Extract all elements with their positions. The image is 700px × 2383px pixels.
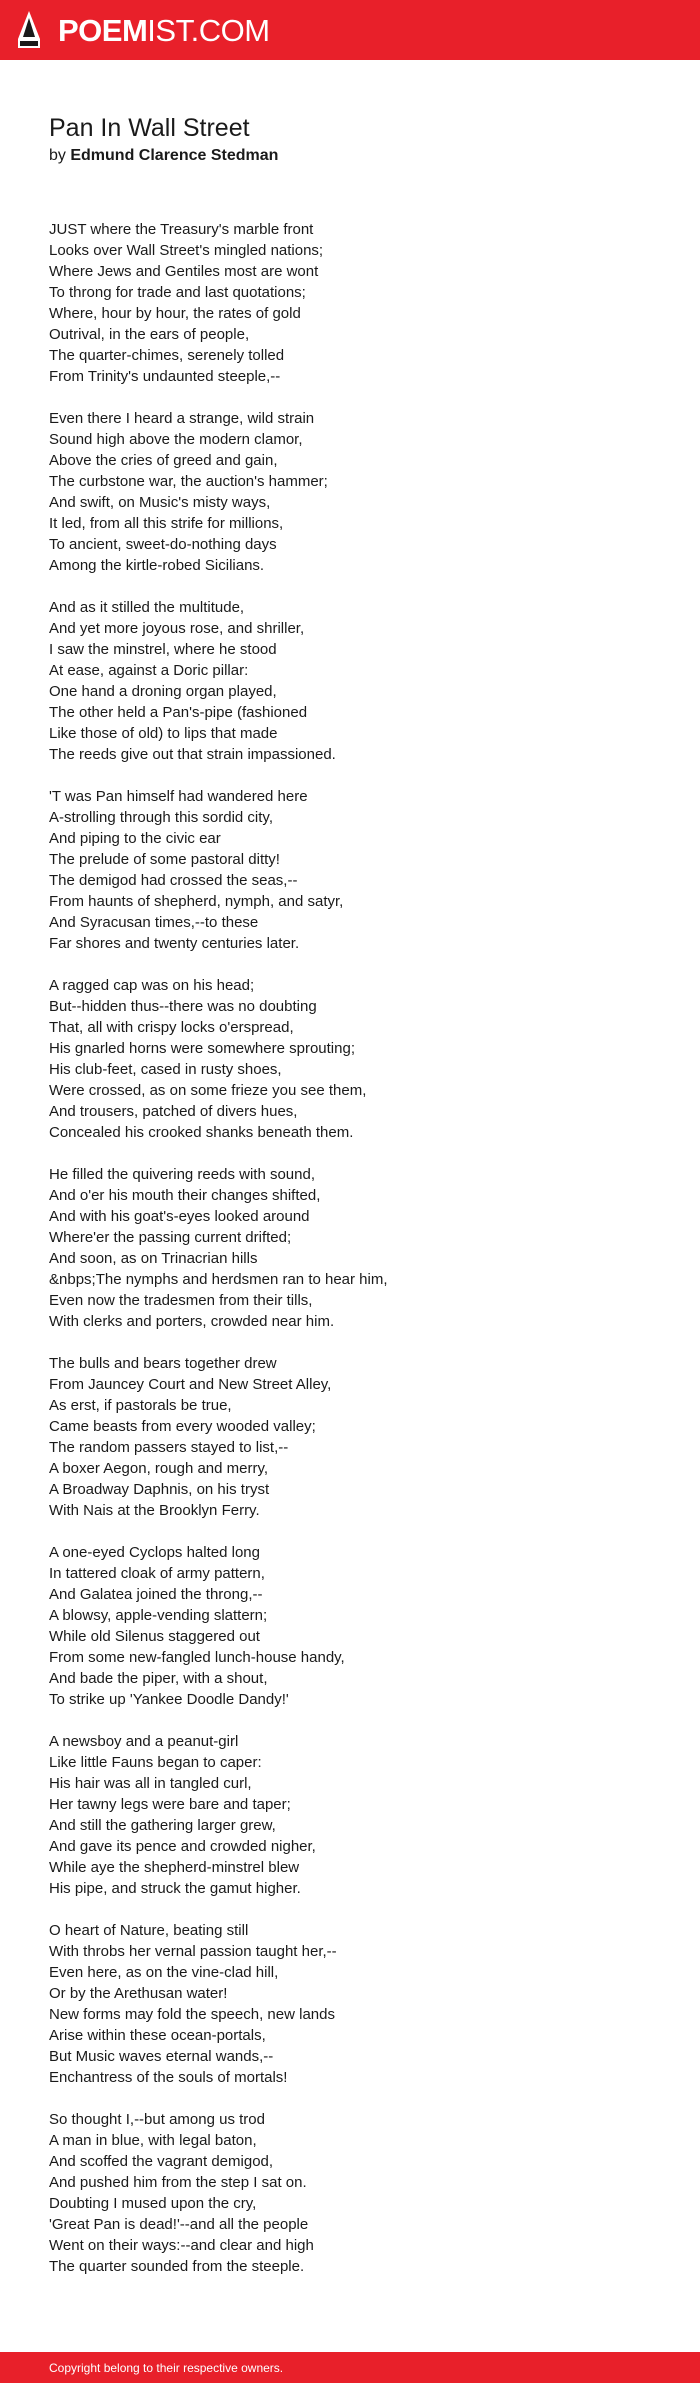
- copyright-notice: Copyright belong to their respective owners.: [49, 2361, 284, 2375]
- stanza: [49, 1542, 669, 1710]
- poem-line: The bulls and bears together drew: [49, 1355, 277, 1372]
- poem-line: A one-eyed Cyclops halted long: [49, 1544, 260, 1561]
- poem-line: One hand a droning organ played,: [49, 683, 277, 700]
- poem-line: It led, from all this strife for millions,: [49, 515, 284, 532]
- byline: [49, 147, 278, 165]
- poem-line: &nbps;The nymphs and herdsmen ran to hear him,: [49, 1271, 388, 1288]
- poem-line: A ragged cap was on his head;: [49, 977, 255, 994]
- poem-line: Above the cries of greed and gain,: [49, 452, 278, 469]
- stanza: [49, 597, 669, 765]
- poem-line: The quarter-chimes, serenely tolled: [49, 347, 285, 364]
- logo-wordmark-bold: POEM: [58, 12, 148, 48]
- poem-line: And soon, as on Trinacrian hills: [49, 1250, 258, 1267]
- site-logo[interactable]: [16, 8, 270, 52]
- poem-line: Where'er the passing current drifted;: [49, 1229, 292, 1246]
- poem-line: A Broadway Daphnis, on his tryst: [49, 1481, 270, 1498]
- poem-line: His hair was all in tangled curl,: [49, 1775, 252, 1792]
- poem-line: Like those of old) to lips that made: [49, 725, 278, 742]
- poem-line: O heart of Nature, beating still: [49, 1922, 249, 1939]
- poem-line: His gnarled horns were somewhere sprouting;: [49, 1040, 355, 1057]
- poem-line: A blowsy, apple-vending slattern;: [49, 1607, 268, 1624]
- stanza: [49, 408, 669, 576]
- poem-line: His club-feet, cased in rusty shoes,: [49, 1061, 282, 1078]
- poem-line: To ancient, sweet-do-nothing days: [49, 536, 277, 553]
- stanza: [49, 2109, 669, 2277]
- stanza: [49, 1731, 669, 1899]
- poem-line: And trousers, patched of divers hues,: [49, 1103, 298, 1120]
- poem-line: As erst, if pastorals be true,: [49, 1397, 232, 1414]
- poem-line: A man in blue, with legal baton,: [49, 2132, 257, 2149]
- poem-line: The other held a Pan's-pipe (fashioned: [49, 704, 308, 721]
- poem-line: And Galatea joined the throng,--: [49, 1586, 263, 1603]
- poem-line: With Nais at the Brooklyn Ferry.: [49, 1502, 260, 1519]
- site-footer: [0, 2352, 700, 2383]
- poem-line: Came beasts from every wooded valley;: [49, 1418, 316, 1435]
- poem-line: From some new-fangled lunch-house handy,: [49, 1649, 345, 1666]
- poem-line: Were crossed, as on some frieze you see them,: [49, 1082, 367, 1099]
- poem-line: Or by the Arethusan water!: [49, 1985, 228, 2002]
- poem-line: Where, hour by hour, the rates of gold: [49, 305, 301, 322]
- poem-line: A boxer Aegon, rough and merry,: [49, 1460, 269, 1477]
- logo-wordmark-light: IST.COM: [147, 12, 270, 48]
- poem-line: Looks over Wall Street's mingled nations;: [49, 242, 324, 259]
- poem-line: I saw the minstrel, where he stood: [49, 641, 277, 658]
- poem-line: And gave its pence and crowded nigher,: [49, 1838, 316, 1855]
- poem-line: Her tawny legs were bare and taper;: [49, 1796, 291, 1813]
- stanza: [49, 786, 669, 954]
- poem-line: Concealed his crooked shanks beneath them.: [49, 1124, 354, 1141]
- poem-line: Outrival, in the ears of people,: [49, 326, 250, 343]
- poem-line: Sound high above the modern clamor,: [49, 431, 303, 448]
- poem-line: From Trinity's undaunted steeple,--: [49, 368, 281, 385]
- poem-line: From haunts of shepherd, nymph, and satyr,: [49, 893, 344, 910]
- stanza: [49, 1164, 669, 1332]
- poem-line: Enchantress of the souls of mortals!: [49, 2069, 288, 2086]
- poem-line: Even there I heard a strange, wild strain: [49, 410, 315, 427]
- poem-line: With throbs her vernal passion taught her,--: [49, 1943, 337, 1960]
- poem-line: To strike up 'Yankee Doodle Dandy!': [49, 1691, 289, 1708]
- poem-line: Like little Fauns began to caper:: [49, 1754, 262, 1771]
- by-label: by: [49, 147, 66, 164]
- poem-line: Doubting I mused upon the cry,: [49, 2195, 257, 2212]
- poem-line: So thought I,--but among us trod: [49, 2111, 265, 2128]
- author-name: Edmund Clarence Stedman: [70, 147, 279, 164]
- poem-line: And with his goat's-eyes looked around: [49, 1208, 310, 1225]
- site-header: [0, 0, 700, 60]
- poem-line: The quarter sounded from the steeple.: [49, 2258, 305, 2275]
- poem-title: Pan In Wall Street: [49, 114, 250, 142]
- poem-line: His pipe, and struck the gamut higher.: [49, 1880, 301, 1897]
- poem-line: Even here, as on the vine-clad hill,: [49, 1964, 279, 1981]
- poem-line: Arise within these ocean-portals,: [49, 2027, 266, 2044]
- poem-line: And still the gathering larger grew,: [49, 1817, 276, 1834]
- poem-line: A newsboy and a peanut-girl: [49, 1733, 239, 1750]
- logo-wordmark: [58, 12, 270, 48]
- poem-line: In tattered cloak of army pattern,: [49, 1565, 265, 1582]
- poem-line: And as it stilled the multitude,: [49, 599, 245, 616]
- poem-line: He filled the quivering reeds with sound,: [49, 1166, 315, 1183]
- poem-line: To throng for trade and last quotations;: [49, 284, 306, 301]
- poem-line: 'T was Pan himself had wandered here: [49, 788, 308, 805]
- poem-line: And scoffed the vagrant demigod,: [49, 2153, 274, 2170]
- poem-line: From Jauncey Court and New Street Alley,: [49, 1376, 332, 1393]
- poem-line: The random passers stayed to list,--: [49, 1439, 289, 1456]
- poem-line: Went on their ways:--and clear and high: [49, 2237, 314, 2254]
- poem-line: New forms may fold the speech, new lands: [49, 2006, 335, 2023]
- poem-line: And Syracusan times,--to these: [49, 914, 259, 931]
- poem-line: And pushed him from the step I sat on.: [49, 2174, 307, 2191]
- pen-nib-icon: [16, 10, 42, 50]
- poem-line: The reeds give out that strain impassioned.: [49, 746, 336, 763]
- poem-line: But--hidden thus--there was no doubting: [49, 998, 317, 1015]
- poem-line: And swift, on Music's misty ways,: [49, 494, 271, 511]
- stanza: [49, 1920, 669, 2088]
- poem-line: Where Jews and Gentiles most are wont: [49, 263, 319, 280]
- poem-line: The prelude of some pastoral ditty!: [49, 851, 280, 868]
- poem-body: [49, 219, 669, 2298]
- poem-line: And yet more joyous rose, and shriller,: [49, 620, 305, 637]
- poem-line: A-strolling through this sordid city,: [49, 809, 273, 826]
- poem-line: And o'er his mouth their changes shifted,: [49, 1187, 321, 1204]
- poem-line: Far shores and twenty centuries later.: [49, 935, 300, 952]
- poem-line: Among the kirtle-robed Sicilians.: [49, 557, 265, 574]
- poem-line: The demigod had crossed the seas,--: [49, 872, 298, 889]
- stanza: [49, 219, 669, 387]
- poem-line: And piping to the civic ear: [49, 830, 221, 847]
- poem-line: The curbstone war, the auction's hammer;: [49, 473, 328, 490]
- poem-line: 'Great Pan is dead!'--and all the people: [49, 2216, 309, 2233]
- poem-line: Even now the tradesmen from their tills,: [49, 1292, 313, 1309]
- poem-line: And bade the piper, with a shout,: [49, 1670, 268, 1687]
- stanza: [49, 975, 669, 1143]
- poem-line: That, all with crispy locks o'erspread,: [49, 1019, 294, 1036]
- poem-line: At ease, against a Doric pillar:: [49, 662, 249, 679]
- stanza: [49, 1353, 669, 1521]
- poem-line: JUST where the Treasury's marble front: [49, 221, 314, 238]
- poem-line: With clerks and porters, crowded near him.: [49, 1313, 335, 1330]
- poem-line: While aye the shepherd-minstrel blew: [49, 1859, 300, 1876]
- poem-line: While old Silenus staggered out: [49, 1628, 260, 1645]
- poem-line: But Music waves eternal wands,--: [49, 2048, 274, 2065]
